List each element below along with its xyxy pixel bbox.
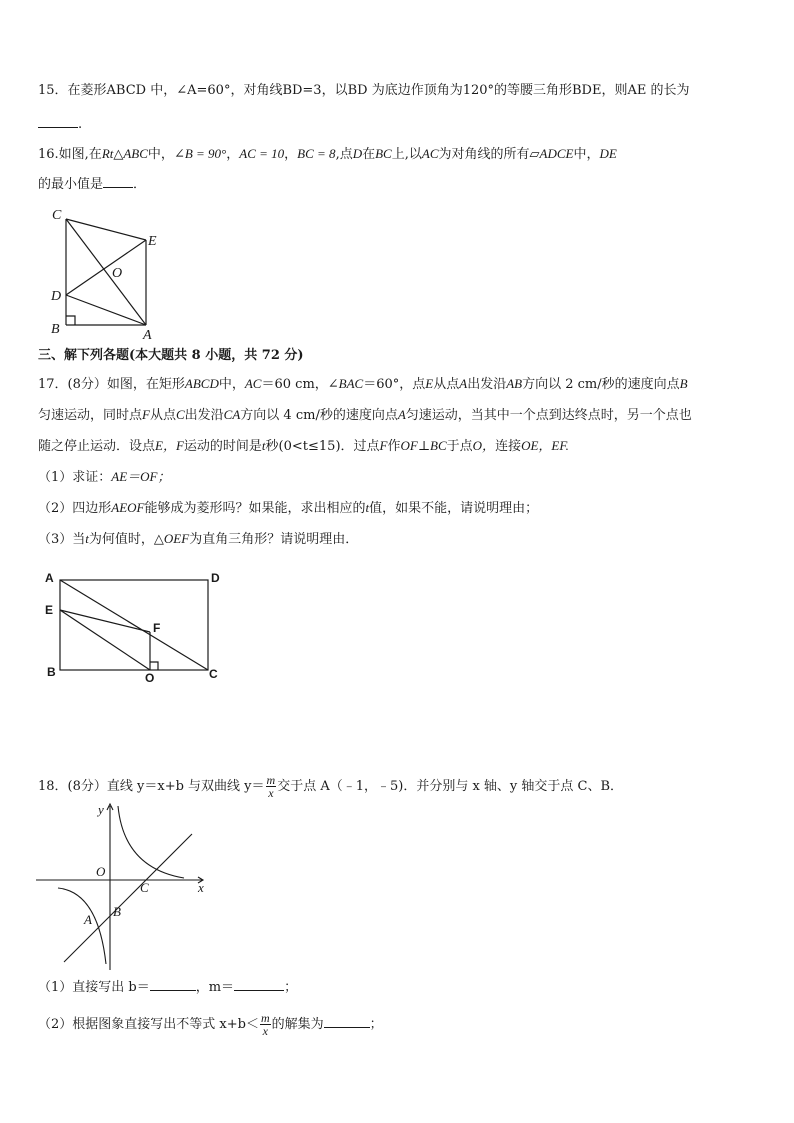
q16-line-1: 16.如图,在Rt△ABC中，∠B = 90°，AC = 10，BC = 8,点D在BC上,以AC为对角线的所有▱ADCE中，DE bbox=[38, 146, 617, 162]
q16-label-o: O bbox=[112, 266, 123, 281]
q18-label-c: C bbox=[140, 880, 149, 895]
q17-line-2: 匀速运动，同时点F从点C出发沿CA方向以 4 cm/秒的速度向点A匀速运动，当其中一个点到达终点时，另一个点也 bbox=[38, 407, 692, 423]
q18-label-a: A bbox=[84, 912, 92, 927]
q16-answer-blank[interactable] bbox=[103, 175, 133, 188]
q18-sub-2: （2）根据图象直接写出不等式 x+b＜ $\frac{m}{x}$ 的解集为 ； bbox=[38, 1011, 383, 1038]
q16-label-d: D bbox=[51, 289, 62, 304]
q17-line-3: 随之停止运动．设点E，F运动的时间是t秒(0<t≤15)．过点F作OF⊥BC于点O，连接OE，EF. bbox=[38, 438, 569, 454]
q18-hyperbola-branch-q1 bbox=[118, 806, 184, 878]
q17-segment-eo bbox=[60, 610, 150, 670]
q17-sub-2: （2）四边形AEOF能够成为菱形吗？如果能，求出相应的t值，如果不能，请说明理由； bbox=[38, 500, 539, 516]
q17-sub-3: （3）当t为何值时，△OEF为直角三角形？请说明理由． bbox=[38, 531, 359, 547]
q15-line-2: . bbox=[38, 115, 82, 134]
q18-label-y: y bbox=[98, 802, 104, 817]
q16-label-a: A bbox=[143, 328, 152, 340]
q18-b-answer-blank[interactable] bbox=[150, 978, 196, 991]
q17-segment-ef bbox=[60, 610, 150, 632]
q18-line-y-eq-x-plus-b bbox=[64, 834, 192, 962]
q17-label-e: E bbox=[45, 603, 54, 617]
q18-figure bbox=[36, 798, 216, 970]
section-3-heading: 三、解下列各题(本大题共 8 小题，共 72 分) bbox=[38, 348, 304, 363]
q16-diagonal-de bbox=[66, 240, 146, 295]
q15-answer-blank[interactable] bbox=[38, 115, 78, 128]
q18-fraction-m-over-x: $\frac{m}{x}$ bbox=[266, 773, 276, 800]
q16-diagonal-ca bbox=[66, 219, 146, 325]
q18-sub-1: （1）直接写出 b＝ ，m＝ ； bbox=[38, 980, 298, 995]
q16-label-b: B bbox=[51, 322, 60, 337]
q16-right-angle-mark bbox=[66, 316, 75, 325]
q18-inequality-answer-blank[interactable] bbox=[324, 1015, 370, 1028]
q17-label-a: A bbox=[45, 571, 54, 585]
q17-label-f: F bbox=[153, 621, 161, 635]
q16-figure bbox=[46, 205, 171, 340]
q15-text: 15．在菱形ABCD 中，∠A=60°，对角线BD=3，以BD 为底边作顶角为120°的等腰三角形BDE，则AE 的长为 bbox=[38, 83, 690, 98]
q18-hyperbola-branch-q3 bbox=[58, 888, 106, 964]
q16-segment-ce bbox=[66, 219, 146, 240]
q17-label-o: O bbox=[145, 671, 155, 685]
q17-label-b: B bbox=[47, 665, 56, 679]
q17-sub-1: （1）求证：AE＝OF； bbox=[38, 469, 171, 485]
q17-right-angle-mark bbox=[150, 662, 158, 670]
q18-sub2-fraction-m-over-x: $\frac{m}{x}$ bbox=[260, 1011, 270, 1038]
q16-line-2: 的最小值是 ． bbox=[38, 177, 147, 192]
q15-line-1 bbox=[38, 82, 689, 100]
q18-label-b: B bbox=[113, 904, 121, 919]
q17-line-1: 17．(8分）如图，在矩形ABCD中，AC＝60 cm，∠BAC＝60°，点E从点A出发沿AB方向以 2 cm/秒的速度向点B bbox=[38, 376, 688, 392]
q16-label-c: C bbox=[52, 208, 62, 223]
q18-m-answer-blank[interactable] bbox=[234, 978, 284, 991]
q17-label-c: C bbox=[209, 667, 218, 681]
q17-label-d: D bbox=[211, 571, 220, 585]
q18-label-o: O bbox=[96, 864, 106, 879]
q16-label-e: E bbox=[148, 234, 157, 249]
q18-line-1: 18．(8分）直线 y＝x+b 与双曲线 y＝ $\frac{m}{x}$ 交于点 A（﹣1，﹣5)．并分别与 x 轴、y 轴交于点 C、B． bbox=[38, 773, 624, 800]
q18-label-x: x bbox=[198, 880, 204, 895]
q17-figure bbox=[40, 566, 240, 686]
